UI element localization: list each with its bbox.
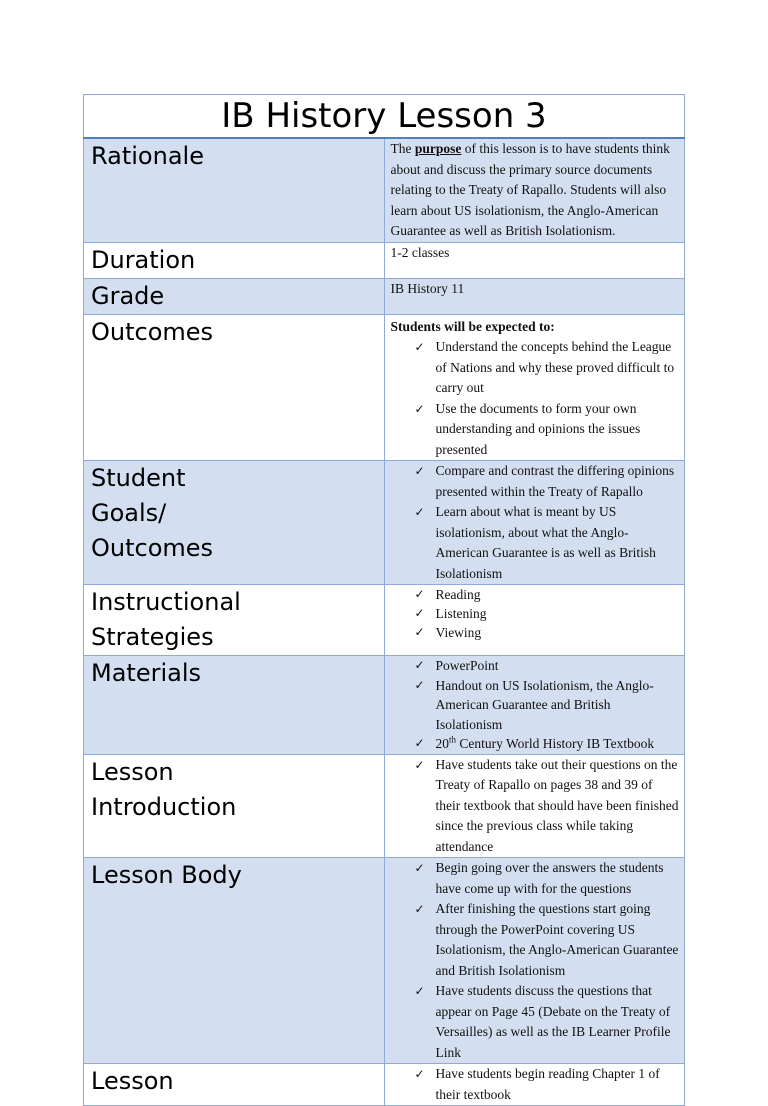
checkmark-icon: ✓: [414, 606, 425, 620]
outcomes-intro: Students will be expected to:: [390, 318, 555, 334]
student-goals-row: [84, 461, 685, 585]
checkmark-icon: ✓: [414, 625, 425, 639]
checkmark-icon: ✓: [414, 587, 425, 601]
checkmark-icon: ✓: [414, 464, 425, 478]
lesson-introduction-label: Lesson Introduction: [84, 754, 385, 858]
materials-label: Materials: [84, 656, 385, 755]
materials-row: [84, 656, 685, 755]
lesson-body-content: [384, 858, 685, 1064]
list-item: ✓ Begin going over the answers the students have come up with for the questions: [414, 860, 664, 896]
list-item: ✓ Understand the concepts behind the League of Nations and why these proved difficult to carry out: [414, 339, 675, 395]
grade-row: [84, 278, 685, 314]
list-item: ✓ Listening: [414, 606, 487, 621]
instructional-strategies-content: [384, 585, 685, 656]
duration-row: [84, 242, 685, 278]
materials-content: [384, 656, 685, 755]
outcomes-content: [384, 314, 685, 461]
checkmark-icon: ✓: [414, 340, 425, 354]
instructional-strategies-row: [84, 585, 685, 656]
list-item: ✓ Have students take out their questions on the Treaty of Rapallo on pages 38 and 39 of their textbook that should have been finished since the previous class while taking attendance: [414, 756, 679, 854]
outcomes-label: Outcomes: [84, 314, 385, 461]
duration-label: Duration: [84, 242, 385, 278]
checkmark-icon: ✓: [414, 736, 425, 750]
strategies-list: [391, 585, 681, 642]
lesson-body-row: [84, 858, 685, 1064]
lesson-introduction-row: [84, 754, 685, 858]
checkmark-icon: ✓: [414, 658, 425, 672]
student-goals-list: [391, 461, 681, 584]
rationale-text: The purpose of this lesson is to have students think about and discuss the primary source documents relating to the Treaty of Rapallo. Students will also learn about US isolationism, the Anglo-American Guarantee as well as British Isolationism.: [384, 138, 685, 242]
lesson-closing-row: [84, 1064, 685, 1106]
lesson-plan-table: [83, 94, 685, 1106]
lesson-closing-label: Lesson: [84, 1064, 385, 1106]
lesson-introduction-content: [384, 754, 685, 858]
instructional-strategies-label: Instructional Strategies: [84, 585, 385, 656]
lesson-body-label: Lesson Body: [84, 858, 385, 1064]
rationale-row: [84, 138, 685, 242]
list-item: ✓ PowerPoint: [415, 656, 681, 676]
list-item: ✓ Use the documents to form your own understanding and opinions the issues presented: [414, 400, 641, 457]
list-item: ✓ 20th Century World History IB Textbook: [415, 734, 681, 754]
duration-value: 1-2 classes: [384, 242, 685, 278]
document-title: IB History Lesson 3: [84, 95, 685, 139]
list-item: ✓ After finishing the questions start going through the PowerPoint covering US Isolationism, the Anglo-American Guarantee and British Isolationism: [414, 901, 679, 978]
checkmark-icon: ✓: [414, 984, 425, 998]
checkmark-icon: ✓: [414, 902, 425, 916]
list-item: ✓ Handout on US Isolationism, the Anglo-American Guarantee and British Isolationism: [414, 677, 654, 732]
checkmark-icon: ✓: [414, 505, 425, 519]
lesson-closing-content: [384, 1064, 685, 1106]
student-goals-label: Student Goals/ Outcomes: [84, 461, 385, 585]
lesson-body-list: [391, 858, 681, 1063]
outcomes-list: [391, 337, 681, 460]
checkmark-icon: ✓: [414, 677, 425, 692]
purpose-emphasis: purpose: [414, 141, 462, 156]
grade-value: IB History 11: [384, 278, 685, 314]
list-item: ✓ Have students discuss the questions that appear on Page 45 (Debate on the Treaty of Versailles) as well as the IB Learner Profile Link: [414, 983, 671, 1060]
introduction-list: [391, 755, 681, 858]
list-item: ✓ Learn about what is meant by US isolationism, about what the Anglo-American Guarantee is as well as British Isolationism: [414, 504, 656, 581]
checkmark-icon: ✓: [414, 1067, 425, 1081]
rationale-label: Rationale: [84, 138, 385, 242]
closing-list: [391, 1064, 681, 1105]
checkmark-icon: ✓: [414, 401, 425, 416]
list-item: ✓ Viewing: [414, 625, 482, 640]
checkmark-icon: ✓: [414, 861, 425, 875]
student-goals-content: [384, 461, 685, 585]
checkmark-icon: ✓: [414, 757, 425, 772]
list-item: ✓ Compare and contrast the differing opinions presented within the Treaty of Rapallo: [414, 463, 675, 499]
outcomes-row: [84, 314, 685, 461]
materials-list: [391, 656, 681, 754]
grade-label: Grade: [84, 278, 385, 314]
list-item: ✓ Have students begin reading Chapter 1 of their textbook: [414, 1066, 660, 1102]
title-row: [84, 95, 685, 139]
list-item: ✓ Reading: [414, 587, 481, 602]
